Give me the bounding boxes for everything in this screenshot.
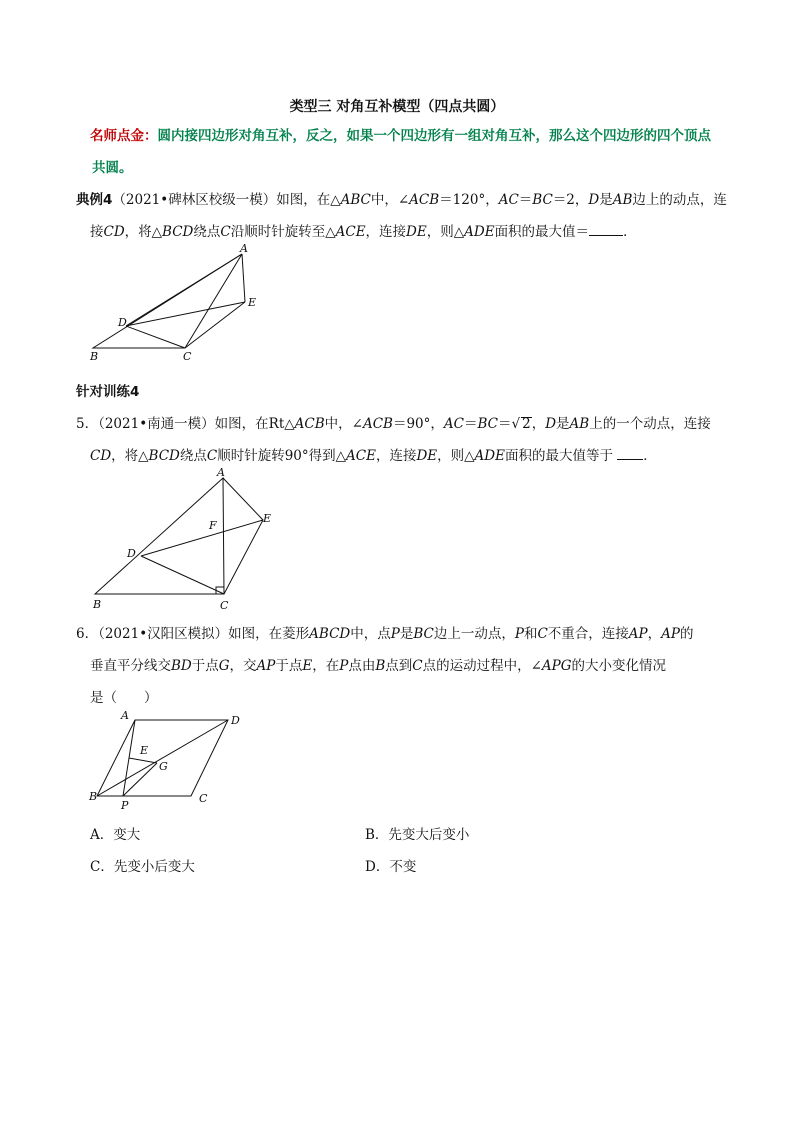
figure-q5 xyxy=(85,466,285,616)
figure-example4 xyxy=(80,240,280,370)
label-e: E xyxy=(140,744,149,757)
label-g: G xyxy=(159,760,168,773)
segment-ae xyxy=(242,254,245,302)
q5-line-1: 5．（2021•南通一模）如图，在Rt△ACB中，∠ACB＝90°，AC＝BC＝√ 2，D是AB上的一个动点，连接 xyxy=(76,416,711,432)
answer-blank[interactable] xyxy=(617,447,643,460)
label-c: C xyxy=(220,599,229,612)
label-c: C xyxy=(183,350,192,363)
label-d: D xyxy=(127,547,136,560)
label-p: P xyxy=(121,799,129,812)
diagonal-bd xyxy=(97,720,228,796)
example4-line-1: 典例4（2021•碑林区校级一模）如图，在△ABC中，∠ACB＝120°，AC＝BC＝2，D是AB边上的动点，连 xyxy=(76,192,727,208)
label-d: D xyxy=(231,714,240,727)
label-a: A xyxy=(217,466,225,479)
tip-line-2 xyxy=(90,156,730,176)
segment-eg xyxy=(129,758,157,763)
segment-gp xyxy=(123,763,157,796)
segment-de xyxy=(141,520,263,556)
label-e: E xyxy=(263,512,272,525)
example4-label: 典例4 xyxy=(76,192,113,208)
q6-line-3: 是（ ） xyxy=(90,690,158,706)
segment-da xyxy=(126,254,242,326)
option-b[interactable]: B．先变大后变小 xyxy=(365,827,470,843)
label-a: A xyxy=(121,709,129,722)
label-b: B xyxy=(93,598,102,611)
tip-text-2: 共圆。 xyxy=(92,160,133,176)
sqrt-symbol: √ xyxy=(511,416,521,432)
q5-line-2: CD，将△BCD绕点C顺时针旋转90°得到△ACE，连接DE，则△ADE面积的最大值等于 ． xyxy=(90,448,657,464)
option-a[interactable]: A．变大 xyxy=(90,827,141,843)
label-b: B xyxy=(89,790,98,803)
option-d[interactable]: D．不变 xyxy=(365,859,417,875)
answer-blank[interactable] xyxy=(589,223,623,236)
sqrt-value: 2 xyxy=(522,416,531,432)
tip-text-1: 圆内接四边形对角互补，反之，如果一个四边形有一组对角互补，那么这个四边形的四个顶点 xyxy=(157,128,711,144)
tip-label: 名师点金： xyxy=(90,128,158,144)
label-d: D xyxy=(118,316,127,329)
segment-dc xyxy=(141,556,224,594)
segment-de xyxy=(126,302,245,326)
segment-ec xyxy=(185,302,245,348)
segment-ae-ec xyxy=(223,478,263,594)
figure-q6 xyxy=(85,706,265,814)
example4-line-2: 接CD，将△BCD绕点C沿顺时针旋转至△ACE，连接DE，则△ADE面积的最大值＝ ． xyxy=(90,224,637,240)
option-c[interactable]: C．先变小后变大 xyxy=(90,859,195,875)
segment-dc xyxy=(126,326,185,348)
training4-heading: 针对训练4 xyxy=(76,384,140,400)
page-title: 类型三 对角互补模型（四点共圆） xyxy=(289,99,505,115)
tip-line-1 xyxy=(90,124,730,144)
label-b: B xyxy=(90,350,99,363)
q6-line-2: 垂直平分线交BD于点G，交AP于点E，在P点由B点到C点的运动过程中，∠APG的大小变化情况 xyxy=(90,658,667,674)
q6-line-1: 6．（2021•汉阳区模拟）如图，在菱形ABCD中，点P是BC边上一动点，P和C不重合，连接AP，AP的 xyxy=(76,626,694,642)
triangle-acb xyxy=(95,478,224,594)
label-c: C xyxy=(199,792,208,805)
label-e: E xyxy=(248,296,257,309)
label-f: F xyxy=(209,519,217,532)
label-a: A xyxy=(240,242,248,255)
